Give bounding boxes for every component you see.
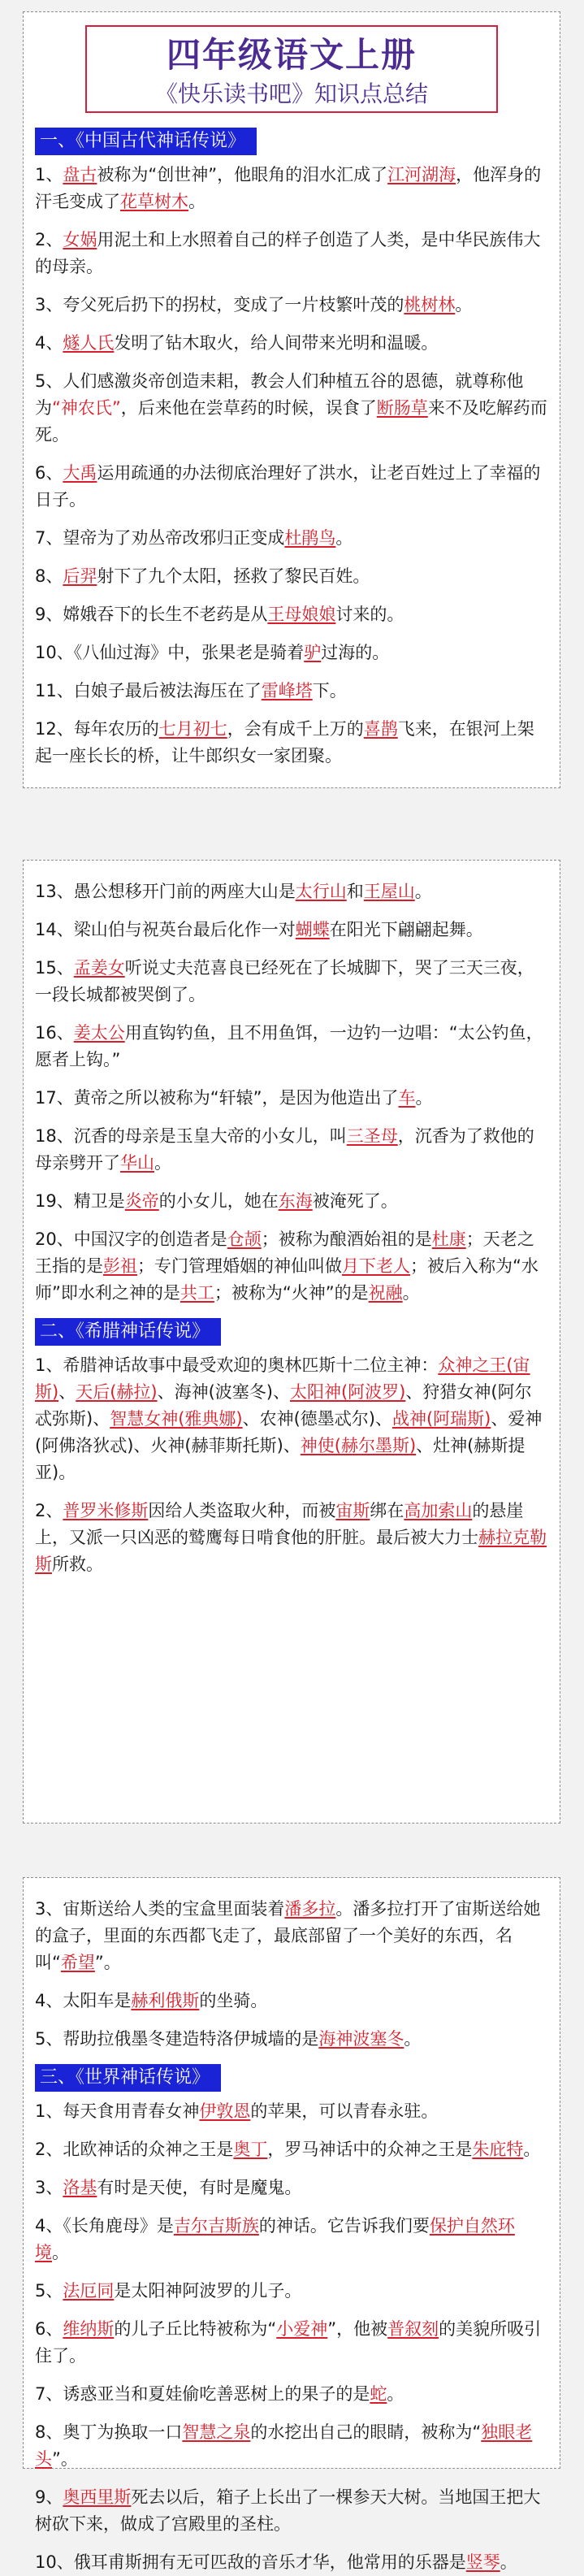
item-text: 5、人们感激炎帝创造耒耜，教会人们种植五谷的恩德，就尊称他为 xyxy=(35,371,524,418)
keyword: 洛基 xyxy=(63,2178,97,2197)
keyword: 江河湖海 xyxy=(387,165,456,184)
item-text: 。 xyxy=(335,528,353,548)
item-text: 6、 xyxy=(35,2319,63,2339)
list-item xyxy=(35,1896,548,1976)
item-text: 的儿子丘比特被称为“ xyxy=(114,2319,277,2339)
item-text: 6、 xyxy=(35,463,63,483)
item-text: 的美貌所吸引住了。 xyxy=(35,2319,542,2366)
keyword: 东海 xyxy=(278,1191,313,1211)
item-text: ；被称为“火神”的是 xyxy=(214,1283,369,1303)
item-text: 8、奥丁为换取一口 xyxy=(35,2422,183,2442)
items-greek-1 xyxy=(24,1352,560,1578)
items-chinese-1 xyxy=(24,162,560,770)
item-text: ，罗马神话中的众神之王是 xyxy=(267,2140,473,2159)
item-text: 12、每年农历的 xyxy=(35,719,159,739)
keyword: 竖琴 xyxy=(465,2552,500,2572)
keyword: 众神之王(宙斯) xyxy=(35,1355,530,1402)
keyword: 姜太公 xyxy=(73,1023,125,1043)
item-text: 的神话。它告诉我们要 xyxy=(258,2216,430,2236)
keyword: 赫拉克勒斯 xyxy=(35,1528,547,1574)
item-text: 射下了九个太阳，拯救了黎民百姓。 xyxy=(97,566,370,586)
keyword: 潘多拉 xyxy=(284,1899,336,1919)
item-text: 3、宙斯送给人类的宝盒里面装着 xyxy=(35,1899,285,1919)
item-text: 。 xyxy=(52,2243,69,2262)
keyword: 华山 xyxy=(120,1153,154,1173)
keyword: 炎帝 xyxy=(124,1191,159,1211)
item-text: 、灶神(赫斯提亚)。 xyxy=(35,1436,526,1482)
item-text: 是太阳神阿波罗的儿子。 xyxy=(114,2281,302,2301)
item-text: ；天老之王指的是 xyxy=(35,1229,534,1276)
item-text: 被淹死了。 xyxy=(312,1191,398,1211)
list-item xyxy=(35,2381,548,2408)
list-item xyxy=(35,2098,548,2125)
list-item xyxy=(35,2175,548,2201)
keyword: 共工 xyxy=(180,1283,214,1303)
keyword: 伊敦恩 xyxy=(199,2101,251,2121)
list-item xyxy=(35,601,548,628)
keyword: 普罗米修斯 xyxy=(63,1501,149,1520)
item-text: 1、希腊神话故事中最受欢迎的奥林匹斯十二位主神： xyxy=(35,1355,439,1375)
item-text: ；被后入称为“水师”即水利之神的是 xyxy=(35,1256,539,1303)
keyword: 花草树木 xyxy=(120,192,188,211)
item-text: 因给人类盗取火种，而被 xyxy=(148,1501,336,1520)
item-text: 4、太阳车是 xyxy=(35,1991,132,2010)
item-text: 2、北欧神话的众神之王是 xyxy=(35,2140,234,2159)
item-text: 飞来，在银河上架起一座长长的桥，让牛郎织女一家团聚。 xyxy=(35,719,534,765)
item-text: ，他浑身的汗毛变成了 xyxy=(35,165,542,211)
list-item xyxy=(35,1352,548,1486)
keyword: 智慧之泉 xyxy=(182,2422,251,2442)
keyword: 孟姜女 xyxy=(73,958,125,978)
item-text: 。 xyxy=(414,882,432,901)
list-item xyxy=(35,2136,548,2163)
list-item xyxy=(35,716,548,770)
keyword: 驴 xyxy=(304,643,322,662)
keyword: 奥西里斯 xyxy=(63,2487,132,2507)
list-item xyxy=(35,917,548,943)
item-text: 18、沉香的母亲是玉皇大帝的小女儿，叫 xyxy=(35,1126,347,1146)
list-item xyxy=(35,292,548,319)
item-text: ；被称为酿酒始祖的是 xyxy=(261,1229,432,1249)
keyword: 天后(赫拉) xyxy=(76,1382,158,1402)
keyword: 高加索山 xyxy=(404,1501,473,1520)
item-text: 运用疏通的办法彻底治理好了洪水，让老百姓过上了幸福的日子。 xyxy=(35,463,541,510)
keyword: 海神波塞冬 xyxy=(318,2029,404,2049)
list-item xyxy=(35,525,548,552)
keyword: 王母娘娘 xyxy=(267,605,336,624)
item-text: 2、 xyxy=(35,1501,63,1520)
item-text: 的悬崖上，又派一只凶恶的鹫鹰每日啃食他的肝脏。最后被大力士 xyxy=(35,1501,524,1547)
keyword: 后羿 xyxy=(63,566,97,586)
section-heading-greek: 二、《希腊神话传说》 xyxy=(35,1318,221,1346)
item-text: 所救。 xyxy=(52,1555,103,1574)
item-text: 用直钩钓鱼，且不用鱼饵，一边钓一边唱：“太公钓鱼，愿者上钩。” xyxy=(35,1023,543,1069)
title-box xyxy=(85,25,498,113)
list-item xyxy=(35,1188,548,1215)
keyword: 断肠草 xyxy=(376,398,428,418)
list-item xyxy=(35,368,548,449)
keyword: 月下老人 xyxy=(342,1256,410,1276)
item-text: 有时是天使，有时是魔鬼。 xyxy=(97,2178,302,2197)
list-item xyxy=(35,2549,548,2576)
item-text: 3、夸父死后扔下的拐杖，变成了一片枝繁叶茂的 xyxy=(35,295,404,314)
card-2 xyxy=(23,860,560,1824)
item-text: ”。 xyxy=(52,2449,78,2469)
item-text: 被称为“创世神”，他眼角的泪水汇成了 xyxy=(97,165,388,184)
keyword: 雷峰塔 xyxy=(261,681,313,700)
item-text: 在阳光下翩翩起舞。 xyxy=(329,920,483,939)
keyword: 杜康 xyxy=(431,1229,466,1249)
keyword: 朱庇特 xyxy=(472,2140,524,2159)
item-text: 发明了钻木取火，给人间带来光明和温暖。 xyxy=(114,333,439,353)
item-text: 7、望帝为了劝丛帝改邪归正变成 xyxy=(35,528,285,548)
keyword: 太阳神(阿波罗) xyxy=(289,1382,406,1402)
keyword: 维纳斯 xyxy=(63,2319,115,2339)
item-text: 用泥土和上水照着自己的样子创造了人类，是中华民族伟大的母亲。 xyxy=(35,230,541,276)
item-text: 20、中国汉字的创造者是 xyxy=(35,1229,227,1249)
list-item xyxy=(35,640,548,666)
list-item xyxy=(35,2419,548,2473)
item-text: 、 xyxy=(58,1382,76,1402)
list-item xyxy=(35,678,548,705)
keyword: 七月初七 xyxy=(158,719,227,739)
keyword: 奥丁 xyxy=(233,2140,268,2159)
keyword: 赫利俄斯 xyxy=(131,1991,200,2010)
items-chinese-2 xyxy=(24,878,560,1307)
item-text: 1、 xyxy=(35,165,63,184)
card-3 xyxy=(23,1877,560,2572)
list-item xyxy=(35,1085,548,1112)
list-item xyxy=(35,1988,548,2014)
keyword: 女娲 xyxy=(63,230,97,249)
keyword: 普叙刻 xyxy=(387,2319,439,2339)
list-item xyxy=(35,1020,548,1073)
list-item xyxy=(35,563,548,590)
section-heading-world: 三、《世界神话传说》 xyxy=(35,2064,221,2092)
item-text: 2、 xyxy=(35,230,63,249)
item-text: 下。 xyxy=(312,681,347,700)
item-text: 、农神(德墨忒尔)、 xyxy=(242,1409,392,1429)
keyword: 蛇 xyxy=(370,2384,387,2404)
item-text: 来不及吃解药而死。 xyxy=(35,398,547,445)
item-text: ”。 xyxy=(94,1953,121,1972)
keyword: 蝴蝶 xyxy=(295,920,330,939)
keyword: 杜鹃鸟 xyxy=(284,528,336,548)
item-text: 11、白娘子最后被法海压在了 xyxy=(35,681,262,700)
keyword: 希望 xyxy=(60,1953,95,1972)
item-text: 。 xyxy=(154,1153,171,1173)
item-text: 9、 xyxy=(35,2487,63,2507)
item-text: 的小女儿，她在 xyxy=(158,1191,279,1211)
list-item xyxy=(35,2316,548,2370)
item-text: ，沉香为了救他的母亲劈开了 xyxy=(35,1126,534,1173)
item-text: 。 xyxy=(523,2140,541,2159)
item-text: ，会有成千上万的 xyxy=(227,719,364,739)
item-text: 16、 xyxy=(35,1023,74,1043)
item-text: 。 xyxy=(455,295,473,314)
item-text: 。 xyxy=(387,2384,404,2404)
list-item xyxy=(35,878,548,905)
list-item xyxy=(35,2484,548,2538)
list-item xyxy=(35,162,548,215)
item-text: 。 xyxy=(415,1088,433,1108)
item-text: 听说丈夫范喜良已经死在了长城脚下，哭了三天三夜，一段长城都被哭倒了。 xyxy=(35,958,534,1004)
item-text: 的水挖出自己的眼睛，被称为“ xyxy=(250,2422,482,2442)
card-1 xyxy=(23,11,560,788)
list-item xyxy=(35,955,548,1008)
keyword: 喜鹊 xyxy=(363,719,398,739)
item-text: 7、诱惑亚当和夏娃偷吃善恶树上的果子的是 xyxy=(35,2384,370,2404)
item-text: 。 xyxy=(404,2029,422,2049)
list-item xyxy=(35,2213,548,2266)
item-text: 9、嫦娥吞下的长生不老药是从 xyxy=(35,605,268,624)
item-text: 、狩猎女神(阿尔忒弥斯)、 xyxy=(35,1382,532,1429)
items-world xyxy=(24,2098,560,2576)
keyword: 仓颉 xyxy=(227,1229,262,1249)
item-text: 10、《八仙过海》中，张果老是骑着 xyxy=(35,643,305,662)
item-text: 、爱神(阿佛洛狄忒)、火神(赫菲斯托斯)、 xyxy=(35,1409,543,1455)
keyword: 王屋山 xyxy=(363,882,415,901)
item-text: 15、 xyxy=(35,958,74,978)
keyword: 保护自然环境 xyxy=(35,2216,515,2262)
keyword: 三圣母 xyxy=(346,1126,398,1146)
keyword: 法厄同 xyxy=(63,2281,115,2301)
keyword: 燧人氏 xyxy=(63,333,115,353)
keyword: 神使(赫尔墨斯) xyxy=(300,1436,417,1455)
item-text: 3、 xyxy=(35,2178,63,2197)
items-greek-2 xyxy=(24,1896,560,2053)
keyword: 盘古 xyxy=(63,165,97,184)
item-text: 10、俄耳甫斯拥有无可匹敌的音乐才华，他常用的乐器是 xyxy=(35,2552,466,2572)
item-text: 的苹果，可以青春永驻。 xyxy=(250,2101,439,2121)
item-text: ；专门管理婚姻的神仙叫做 xyxy=(137,1256,342,1276)
list-item xyxy=(35,2026,548,2053)
list-item xyxy=(35,1123,548,1177)
keyword: 独眼老头 xyxy=(35,2422,533,2469)
keyword: 彭祖 xyxy=(103,1256,137,1276)
item-text: 和 xyxy=(346,882,364,901)
item-text: 过海的。 xyxy=(321,643,390,662)
page-title: 四年级语文上册 xyxy=(166,35,417,75)
section-heading-chinese: 一、《中国古代神话传说》 xyxy=(35,128,257,155)
keyword: 祝融 xyxy=(368,1283,403,1303)
keyword: 桃树林 xyxy=(404,295,456,314)
keyword: 大禹 xyxy=(63,463,97,483)
item-text: ，后来他在尝草药的时候，误食了 xyxy=(120,398,377,418)
item-text: 13、愚公想移开门前的两座大山是 xyxy=(35,882,296,901)
item-text: 、海神(波塞冬)、 xyxy=(157,1382,290,1402)
list-item xyxy=(35,330,548,357)
item-text: 4、《长角鹿母》是 xyxy=(35,2216,174,2236)
item-text: 1、每天食用青春女神 xyxy=(35,2101,200,2121)
keyword: 吉尔吉斯族 xyxy=(173,2216,259,2236)
keyword: 车 xyxy=(398,1088,416,1108)
item-text: 绑在 xyxy=(370,1501,404,1520)
keyword: 宙斯 xyxy=(335,1501,370,1520)
item-text: 。潘多拉打开了宙斯送给她的盒子，里面的东西都飞走了，最底部留了一个美好的东西，名叫“ xyxy=(35,1899,541,1972)
list-item xyxy=(35,460,548,514)
keyword: “神农氏” xyxy=(52,398,121,418)
item-text: ”，他被 xyxy=(327,2319,388,2339)
keyword: 小爱神 xyxy=(276,2319,328,2339)
item-text: 4、 xyxy=(35,333,63,353)
item-text: 17、黄帝之所以被称为“轩辕”，是因为他造出了 xyxy=(35,1088,399,1108)
keyword: 智慧女神(雅典娜) xyxy=(110,1409,243,1429)
page-subtitle: 《快乐读书吧》知识点总结 xyxy=(154,80,428,107)
item-text: 19、精卫是 xyxy=(35,1191,125,1211)
item-text: 5、帮助拉俄墨冬建造特洛伊城墙的是 xyxy=(35,2029,319,2049)
keyword: 战神(阿瑞斯) xyxy=(391,1409,491,1429)
item-text: 死去以后，箱子上长出了一棵参天大树。当地国王把大树砍下来，做成了宫殿里的圣柱。 xyxy=(35,2487,541,2534)
item-text: 的坐骑。 xyxy=(199,1991,268,2010)
item-text: 。 xyxy=(500,2552,517,2572)
list-item xyxy=(35,2278,548,2305)
keyword: 太行山 xyxy=(295,882,347,901)
item-text: 。 xyxy=(402,1283,420,1303)
item-text: 5、 xyxy=(35,2281,63,2301)
list-item xyxy=(35,1498,548,1578)
item-text: 8、 xyxy=(35,566,63,586)
item-text: 。 xyxy=(188,192,205,211)
item-text: 14、梁山伯与祝英台最后化作一对 xyxy=(35,920,296,939)
list-item xyxy=(35,1226,548,1307)
item-text: 讨来的。 xyxy=(335,605,404,624)
list-item xyxy=(35,227,548,280)
